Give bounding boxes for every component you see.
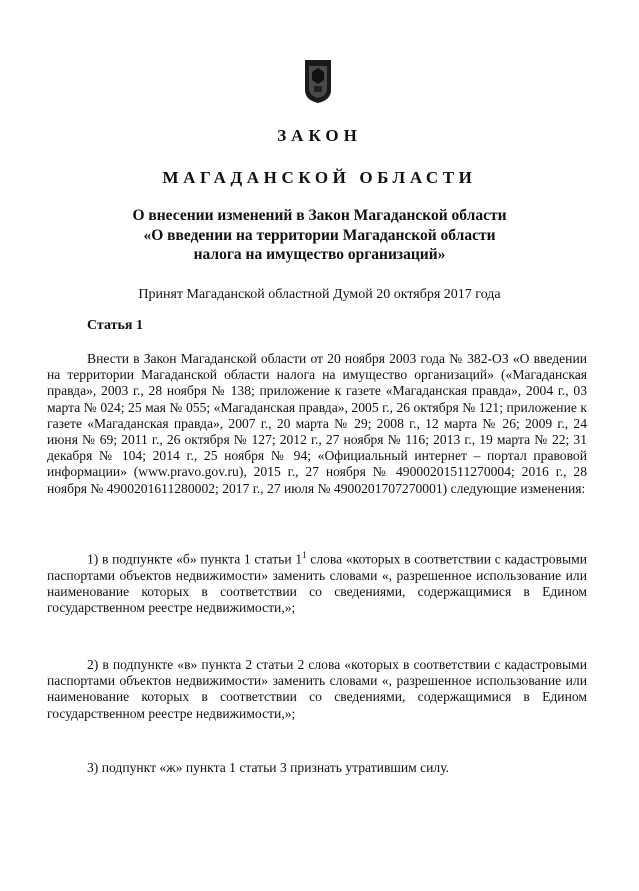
- law-title-line: налога на имущество организаций»: [193, 246, 446, 263]
- amendment-item-1-start: 1) в подпункте «б» пункта 1 статьи 1: [87, 551, 303, 567]
- law-title-line: «О введении на территории Магаданской области: [143, 226, 496, 244]
- coat-of-arms-icon: [303, 56, 333, 104]
- superscript-marker: 1: [302, 550, 307, 560]
- law-title: [40, 206, 599, 265]
- amendment-item-1: [47, 547, 587, 616]
- amendment-item-3: 3) подпункт «ж» пункта 1 статьи 3 признать утратившим силу.: [87, 760, 450, 775]
- document-type-heading: ЗАКОН: [277, 126, 362, 145]
- amendment-item-1-rest: слова «которых в соответствии с кадастровыми паспортами объектов недвижимости» заменить словами «, разрешенное использование или наименование которых в соответствии со сведениями, содержащимися в Едином государственном реестре недвижимости,»;: [47, 551, 587, 616]
- article-heading: Статья 1: [87, 318, 143, 333]
- amendment-item-2: 2) в подпункте «в» пункта 2 статьи 2 слова «которых в соответствии с кадастровыми паспортами объектов недвижимости» заменить словами «, разрешенное использование или наименование которых в соответствии со сведениями, содержащимися в Едином государственном реестре недвижимости,»;: [47, 657, 587, 721]
- region-heading: МАГАДАНСКОЙ ОБЛАСТИ: [162, 168, 477, 187]
- law-title-line: О внесении изменений в Закон Магаданской области: [132, 207, 507, 224]
- article-intro-paragraph: Внести в Закон Магаданской области от 20 ноября 2003 года № 382-ОЗ «О введении на территории Магаданской области налога на имущество организаций» («Магаданская правда», 2003 г., 28 ноября № 138; приложение к газете «Магаданская правда», 2004 г., 03 марта № 024; 25 мая № 055; «Магаданская правда», 2005 г., 26 октября № 121; приложение к газете «Магаданская правда», 2007 г., 20 марта № 29; 2008 г., 12 марта № 26; 2009 г., 24 июня № 69; 2011 г., 26 октября № 127; 2012 г., 27 ноября № 116; 2013 г., 19 марта № 22; 31 декабря № 104; 2014 г., 25 ноября № 94; «Официальный интернет – портал правовой информации» (www.pravo.gov.ru), 2015 г., 27 ноября № 49000201511270004; 2016 г., 28 ноября № 4900201611280002; 2017 г., 27 июля № 4900201707270001) следующие изменения:: [47, 351, 587, 496]
- adoption-statement: Принят Магаданской областной Думой 20 октября 2017 года: [138, 287, 501, 302]
